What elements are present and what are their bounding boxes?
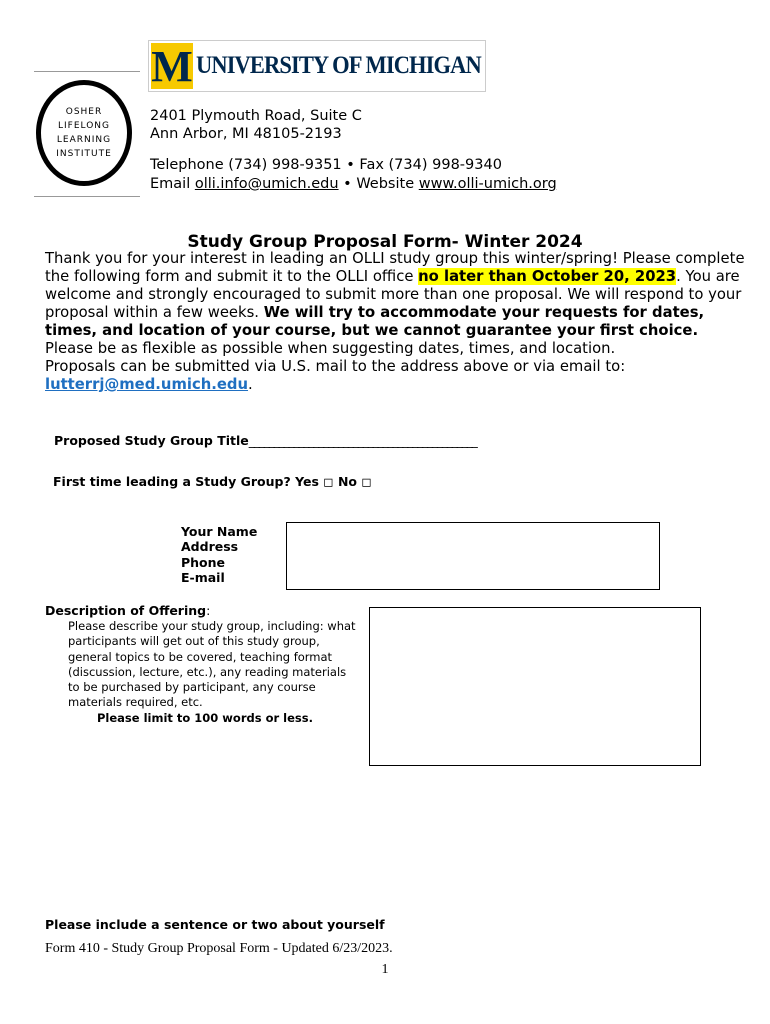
description-box[interactable] [369,607,701,766]
description-instructions [68,619,358,726]
first-time-question[interactable]: First time leading a Study Group? Yes ◻ No ◻ [53,474,372,489]
phone-label: Phone [181,554,226,570]
contact-info [150,156,710,194]
block-m-icon: M [151,41,193,91]
divider [34,196,140,197]
intro-p4: Proposals can be submitted via U.S. mail to the address above or via email to: [45,358,626,375]
divider [34,71,140,72]
description-label: Description of Offering [45,603,207,618]
period: . [248,376,253,393]
address-line-1: 2401 Plymouth Road, Suite C [150,108,362,124]
university-logo-text: UNIVERSITY OF MICHIGAN [196,52,481,79]
email-label: Email [150,176,195,192]
title-line-field[interactable]: ______________________________________________ [248,433,477,448]
osher-logo [36,80,132,186]
page-title: Study Group Proposal Form- Winter 2024 [187,232,583,252]
title-label: Proposed Study Group Title [54,433,249,448]
university-of-michigan-logo [148,40,486,92]
office-email-link[interactable]: olli.info@umich.edu [194,176,339,192]
footer-text: Form 410 - Study Group Proposal Form - Updated 6/23/2023. [45,941,393,956]
address-label: Address [181,539,239,555]
description-text: Please describe your study group, including: what participants will get out of this study group, general topics to be covered, teaching format (discussion, lecture, etc.), any reading materials to be purchased by participant, any course materials required, etc. [68,619,356,710]
page-number: 1 [381,962,389,977]
address-line-2: Ann Arbor, MI 48105-2193 [150,126,342,142]
address [150,107,362,143]
intro-p2: . You are welcome and strongly encouraged to submit more than one proposal. We will respond to your proposal within a few weeks. [45,268,742,321]
name-label: Your Name [181,524,258,539]
telephone-fax: Telephone (734) 998-9351 • Fax (734) 998-9340 [150,157,502,173]
word-limit: Please limit to 100 words or less. [97,710,313,725]
contact-info-box[interactable] [286,522,660,590]
intro-p1: Thank you for your interest in leading an OLLI study group this winter/spring! Please complete the following form and submit it to the OLLI office [45,250,745,285]
intro-bold: We will try to accommodate your requests for dates, times, and location of your course, but we cannot guarantee your first choice. [45,304,705,339]
submission-email-link[interactable]: lutterrj@med.umich.edu [45,376,249,393]
about-yourself-label: Please include a sentence or two about yourself [45,917,385,932]
intro-p3: Please be as flexible as possible when suggesting dates, times, and location. [45,340,616,357]
osher-logo-text: OSHER LIFELONG LEARNING INSTITUTE [56,107,112,159]
intro-text [45,250,745,394]
colon: : [206,603,211,618]
website-link[interactable]: www.olli-umich.org [418,176,557,192]
website-label: • Website [338,176,419,192]
email-label-form: E-mail [181,569,225,585]
deadline-highlight: no later than October 20, 2023 [418,268,677,285]
